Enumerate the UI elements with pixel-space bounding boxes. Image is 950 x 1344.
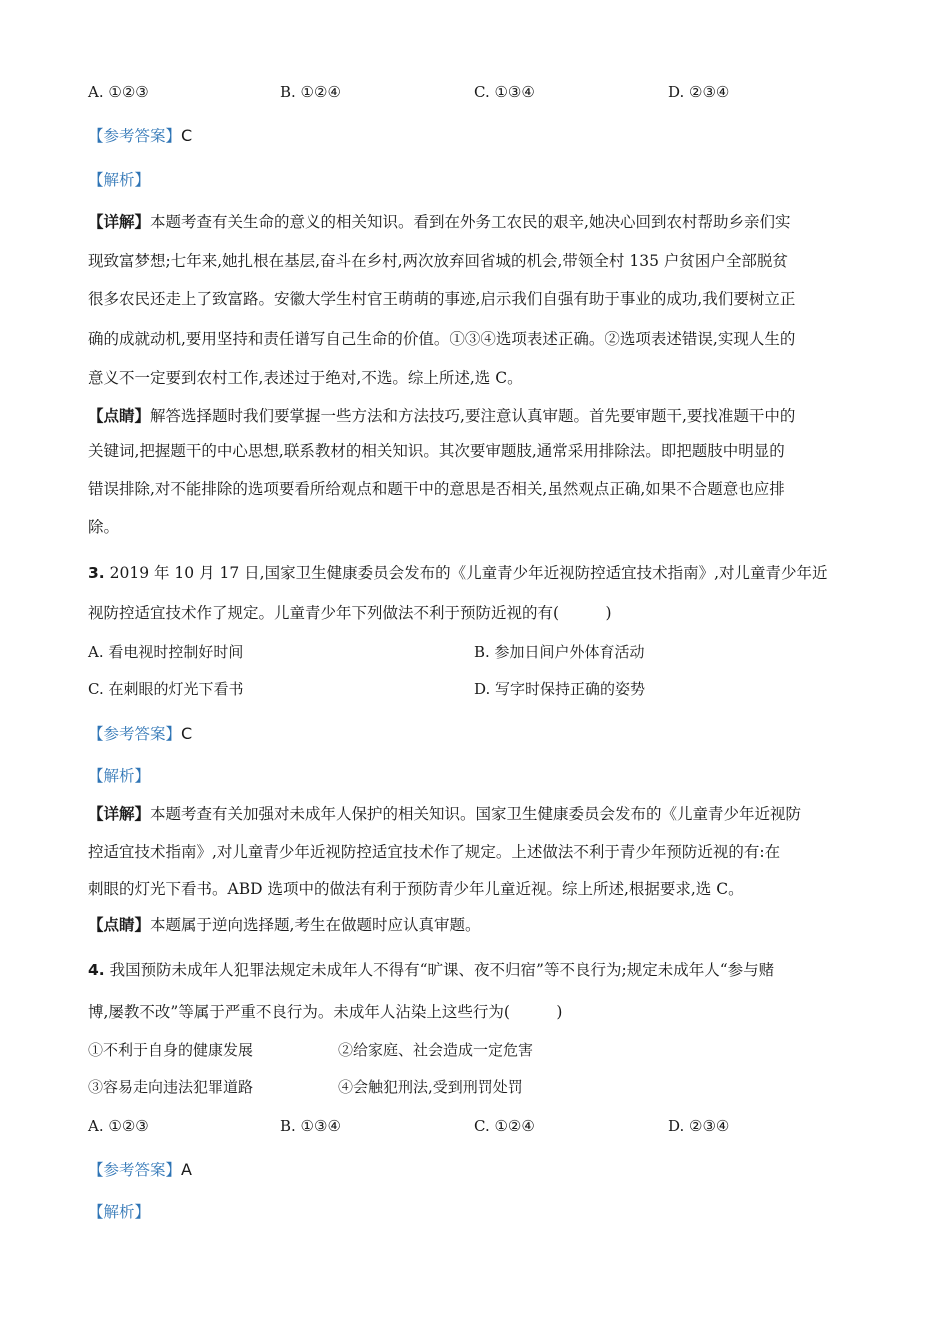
q2-note-line-3: 错误排除,对不能排除的选项要看所给观点和题干中的意思是否相关,虽然观点正确,如果不合题意也应排 xyxy=(88,480,785,498)
q2-detail-line-2: 现致富梦想;七年来,她扎根在基层,奋斗在乡村,两次放弃回省城的机会,带领全村 135 户贫困户全部脱贫 xyxy=(88,252,788,270)
q2-option-c: C. ①③④ xyxy=(474,83,535,101)
note-label: 【点睛】 xyxy=(88,406,151,425)
q4-option-d: D. ②③④ xyxy=(668,1117,730,1135)
detail-label: 【详解】 xyxy=(88,804,151,823)
q3-option-d: D. 写字时保持正确的姿势 xyxy=(474,680,646,698)
q4-reference-answer xyxy=(88,1160,192,1180)
q3-option-b: B. 参加日间户外体育活动 xyxy=(474,643,645,661)
q3-note-line-1 xyxy=(88,915,480,935)
answer-value: C xyxy=(181,126,193,145)
question-number: 3. xyxy=(88,564,105,582)
q4-item-1: ①不利于自身的健康发展 xyxy=(88,1041,254,1059)
q4-item-3: ③容易走向违法犯罪道路 xyxy=(88,1078,254,1096)
note-text: 本题属于逆向选择题,考生在做题时应认真审题。 xyxy=(150,916,481,934)
note-text: 解答选择题时我们要掌握一些方法和方法技巧,要注意认真审题。首先要审题干,要找准题干中的 xyxy=(150,407,796,425)
detail-text: 本题考查有关生命的意义的相关知识。看到在外务工农民的艰辛,她决心回到农村帮助乡亲们实 xyxy=(150,213,791,231)
q3-detail-line-3: 刺眼的灯光下看书。ABD 选项中的做法有利于预防青少年儿童近视。综上所述,根据要求,选 C。 xyxy=(88,880,744,898)
q2-detail-line-3: 很多农民还走上了致富路。安徽大学生村官王萌萌的事迹,启示我们自强有助于事业的成功,我们要树立正 xyxy=(88,290,796,308)
q3-stem-line-2: 视防控适宜技术作了规定。儿童青少年下列做法不利于预防近视的有( ) xyxy=(88,604,612,622)
detail-text: 本题考查有关加强对未成年人保护的相关知识。国家卫生健康委员会发布的《儿童青少年近视防 xyxy=(150,805,802,823)
q2-note-line-2: 关键词,把握题干的中心思想,联系教材的相关知识。其次要审题肢,通常采用排除法。即把题肢中明显的 xyxy=(88,442,785,460)
q2-detail-line-1 xyxy=(88,212,790,232)
q3-detail-line-1 xyxy=(88,804,801,824)
q4-option-b: B. ①③④ xyxy=(280,1117,341,1135)
q4-option-c: C. ①②④ xyxy=(474,1117,535,1135)
q2-option-b: B. ①②④ xyxy=(280,83,341,101)
q3-stem-line-1 xyxy=(88,563,828,583)
q3-detail-line-2: 控适宜技术指南》,对儿童青少年近视防控适宜技术作了规定。上述做法不利于青少年预防近视的有:在 xyxy=(88,843,781,861)
q4-item-2: ②给家庭、社会造成一定危害 xyxy=(338,1041,534,1059)
q2-detail-line-5: 意义不一定要到农村工作,表述过于绝对,不选。综上所述,选 C。 xyxy=(88,369,523,387)
q3-analysis-label: 【解析】 xyxy=(88,767,151,785)
reference-answer-label: 【参考答案】 xyxy=(88,127,182,145)
q2-analysis-label: 【解析】 xyxy=(88,171,151,189)
q2-option-a: A. ①②③ xyxy=(88,83,149,101)
q2-reference-answer xyxy=(88,126,192,146)
answer-value: C xyxy=(181,724,193,743)
q2-note-line-4: 除。 xyxy=(88,518,120,536)
q3-option-c: C. 在刺眼的灯光下看书 xyxy=(88,680,244,698)
reference-answer-label: 【参考答案】 xyxy=(88,725,182,743)
stem-text: 我国预防未成年人犯罪法规定未成年人不得有“旷课、夜不归宿”等不良行为;规定未成年人“参与赌 xyxy=(109,961,775,979)
q4-stem-line-2: 博,屡教不改”等属于严重不良行为。未成年人沾染上这些行为( ) xyxy=(88,1003,563,1021)
reference-answer-label: 【参考答案】 xyxy=(88,1161,182,1179)
q2-option-d: D. ②③④ xyxy=(668,83,730,101)
q4-item-4: ④会触犯刑法,受到刑罚处罚 xyxy=(338,1078,523,1096)
answer-value: A xyxy=(181,1160,192,1179)
q4-analysis-label: 【解析】 xyxy=(88,1203,151,1221)
q4-option-a: A. ①②③ xyxy=(88,1117,149,1135)
q3-option-a: A. 看电视时控制好时间 xyxy=(88,643,244,661)
q2-detail-line-4: 确的成就动机,要用坚持和责任谱写自己生命的价值。①③④选项表述正确。②选项表述错误,实现人生的 xyxy=(88,330,796,348)
note-label: 【点睛】 xyxy=(88,915,151,934)
detail-label: 【详解】 xyxy=(88,212,151,231)
q2-note-line-1 xyxy=(88,406,795,426)
q3-reference-answer xyxy=(88,724,192,744)
q4-stem-line-1 xyxy=(88,960,774,980)
question-number: 4. xyxy=(88,961,105,979)
stem-text: 2019 年 10 月 17 日,国家卫生健康委员会发布的《儿童青少年近视防控适宜技术指南》,对儿童青少年近 xyxy=(109,564,828,582)
